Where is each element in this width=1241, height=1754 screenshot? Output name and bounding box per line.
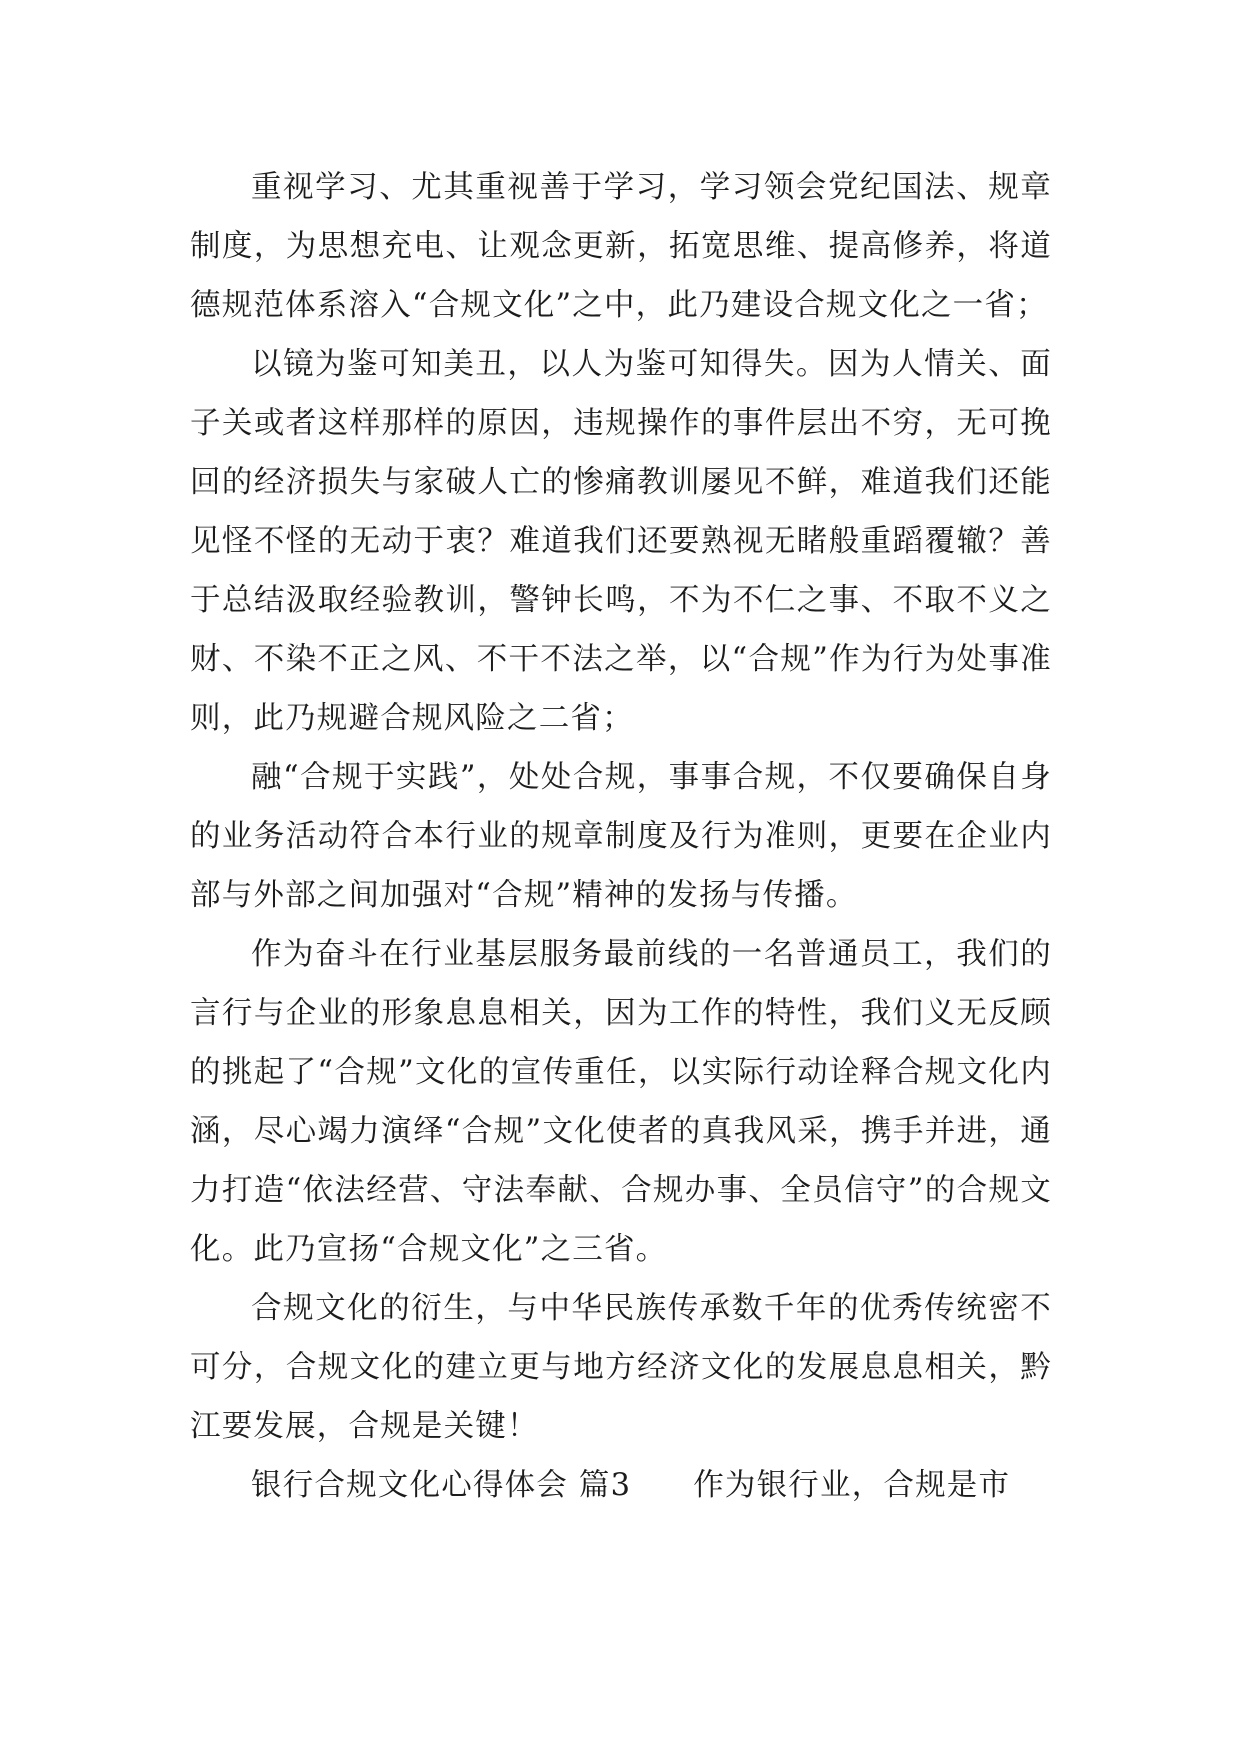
section-start-text: 作为银行业，合规是市 xyxy=(693,1468,1011,1503)
paragraph-conclusion: 合规文化的衍生，与中华民族传承数千年的优秀传统密不可分，合规文化的建立更与地方经济文化的发展息息相关，黔江要发展，合规是关键！ xyxy=(190,1291,1052,1444)
paragraph-first-reflection: 重视学习、尤其重视善于学习，学习领会党纪国法、规章制度，为思想充电、让观念更新，拓宽思维、提高修养，将道德规范体系溶入“合规文化”之中，此乃建设合规文化之一省； xyxy=(190,170,1052,323)
section-heading-line xyxy=(190,1456,1052,1515)
document-body xyxy=(190,158,1052,1515)
paragraph-third-reflection: 作为奋斗在行业基层服务最前线的一名普通员工，我们的言行与企业的形象息息相关，因为工作的特性，我们义无反顾的挑起了“合规”文化的宣传重任，以实际行动诠释合规文化内涵，尽心竭力演绎“合规”文化使者的真我风采，携手并进，通力打造“依法经营、守法奉献、合规办事、全员信守”的合规文化。此乃宣扬“合规文化”之三省。 xyxy=(190,937,1052,1267)
section-heading: 银行合规文化心得体会 篇3 xyxy=(251,1468,632,1503)
paragraph-second-reflection: 以镜为鉴可知美丑，以人为鉴可知得失。因为人情关、面子关或者这样那样的原因，违规操作的事件层出不穷，无可挽回的经济损失与家破人亡的惨痛教训屡见不鲜，难道我们还能见怪不怪的无动于衷？难道我们还要熟视无睹般重蹈覆辙？善于总结汲取经验教训，警钟长鸣，不为不仁之事、不取不义之财、不染不正之风、不干不法之举，以“合规”作为行为处事准则，此乃规避合规风险之二省； xyxy=(190,347,1052,736)
paragraph-practice: 融“合规于实践”，处处合规，事事合规，不仅要确保自身的业务活动符合本行业的规章制度及行为准则，更要在企业内部与外部之间加强对“合规”精神的发扬与传播。 xyxy=(190,760,1052,913)
